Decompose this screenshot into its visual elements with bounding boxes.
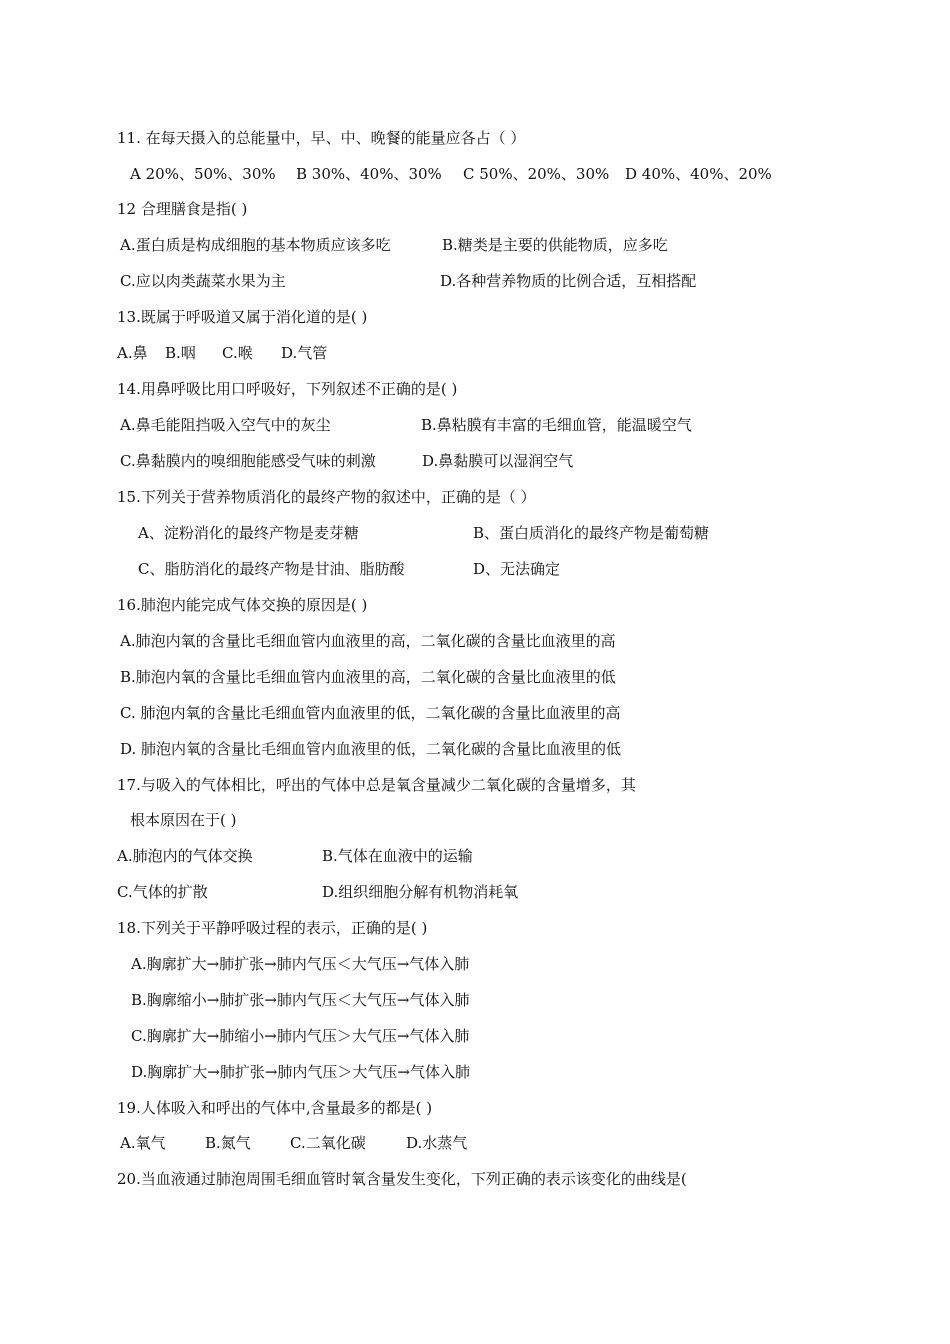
question-20-stem: 20.当血液通过肺泡周围毛细血管时氧含量发生变化，下列正确的表示该变化的曲线是( (117, 1170, 687, 1188)
question-11-option-b: B 30%、40%、30% (296, 165, 442, 183)
question-18-option-d: D.胸廓扩大→肺扩张→肺内气压＞大气压→气体入肺 (131, 1063, 470, 1081)
question-17-stem-line-1: 17.与吸入的气体相比，呼出的气体中总是氧含量减少二氧化碳的含量增多，其 (117, 776, 636, 794)
question-13-stem: 13.既属于呼吸道又属于消化道的是( ) (117, 308, 368, 326)
question-14-option-c: C.鼻黏膜内的嗅细胞能感受气味的刺激 (120, 452, 376, 470)
question-12-option-b: B.糖类是主要的供能物质，应多吃 (442, 236, 668, 254)
question-19-stem: 19.人体吸入和呼出的气体中,含量最多的都是( ) (117, 1099, 433, 1117)
question-12-stem: 12 合理膳食是指( ) (117, 200, 248, 218)
question-15-option-c: C、脂肪消化的最终产物是甘油、脂肪酸 (138, 560, 405, 578)
question-19-option-d: D.水蒸气 (406, 1134, 468, 1152)
question-11-stem: 11. 在每天摄入的总能量中，早、中、晚餐的能量应各占（ ） (117, 129, 526, 147)
question-16-option-c: C. 肺泡内氧的含量比毛细血管内血液里的低，二氧化碳的含量比血液里的高 (120, 704, 621, 722)
question-18-stem: 18.下列关于平静呼吸过程的表示，正确的是( ) (117, 919, 428, 937)
question-16-option-b: B.肺泡内氧的含量比毛细血管内血液里的高，二氧化碳的含量比血液里的低 (120, 668, 616, 686)
question-14-stem: 14.用鼻呼吸比用口呼吸好，下列叙述不正确的是( ) (117, 380, 458, 398)
question-15-option-d: D、无法确定 (473, 560, 561, 578)
question-19-option-b: B.氮气 (205, 1134, 251, 1152)
question-13-option-b: B.咽 (165, 344, 196, 362)
question-12-option-d: D.各种营养物质的比例合适，互相搭配 (440, 272, 697, 290)
question-16-stem: 16.肺泡内能完成气体交换的原因是( ) (117, 596, 368, 614)
question-18-option-c: C.胸廓扩大→肺缩小→肺内气压＞大气压→气体入肺 (131, 1027, 470, 1045)
question-17-option-a: A.肺泡内的气体交换 (117, 847, 253, 865)
question-16-option-d: D. 肺泡内氧的含量比毛细血管内血液里的低，二氧化碳的含量比血液里的低 (120, 740, 622, 758)
question-11-option-c: C 50%、20%、30% (463, 165, 610, 183)
question-17-option-c: C.气体的扩散 (117, 883, 208, 901)
question-19-option-c: C.二氧化碳 (290, 1134, 366, 1152)
question-12-option-a: A.蛋白质是构成细胞的基本物质应该多吃 (120, 236, 391, 254)
question-17-stem-line-2: 根本原因在于( ) (130, 811, 237, 829)
question-19-option-a: A.氧气 (120, 1134, 166, 1152)
question-11-option-d: D 40%、40%、20% (625, 165, 772, 183)
question-18-option-b: B.胸廓缩小→肺扩张→肺内气压＜大气压→气体入肺 (131, 991, 470, 1009)
question-17-option-b: B.气体在血液中的运输 (322, 847, 473, 865)
question-13-option-d: D.气管 (281, 344, 328, 362)
question-11-option-a: A 20%、50%、30% (130, 165, 276, 183)
question-15-option-a: A、淀粉消化的最终产物是麦芽糖 (138, 524, 359, 542)
question-13-option-c: C.喉 (222, 344, 253, 362)
question-18-option-a: A.胸廓扩大→肺扩张→肺内气压＜大气压→气体入肺 (131, 955, 470, 973)
question-14-option-d: D.鼻黏膜可以湿润空气 (422, 452, 574, 470)
question-14-option-b: B.鼻粘膜有丰富的毛细血管，能温暖空气 (421, 416, 692, 434)
question-12-option-c: C.应以肉类蔬菜水果为主 (120, 272, 286, 290)
question-16-option-a: A.肺泡内氧的含量比毛细血管内血液里的高，二氧化碳的含量比血液里的高 (120, 632, 616, 650)
question-14-option-a: A.鼻毛能阻挡吸入空气中的灰尘 (120, 416, 331, 434)
question-15-stem: 15.下列关于营养物质消化的最终产物的叙述中，正确的是（ ） (117, 488, 536, 506)
question-15-option-b: B、蛋白质消化的最终产物是葡萄糖 (473, 524, 710, 542)
question-13-option-a: A.鼻 (117, 344, 148, 362)
question-17-option-d: D.组织细胞分解有机物消耗氧 (322, 883, 519, 901)
